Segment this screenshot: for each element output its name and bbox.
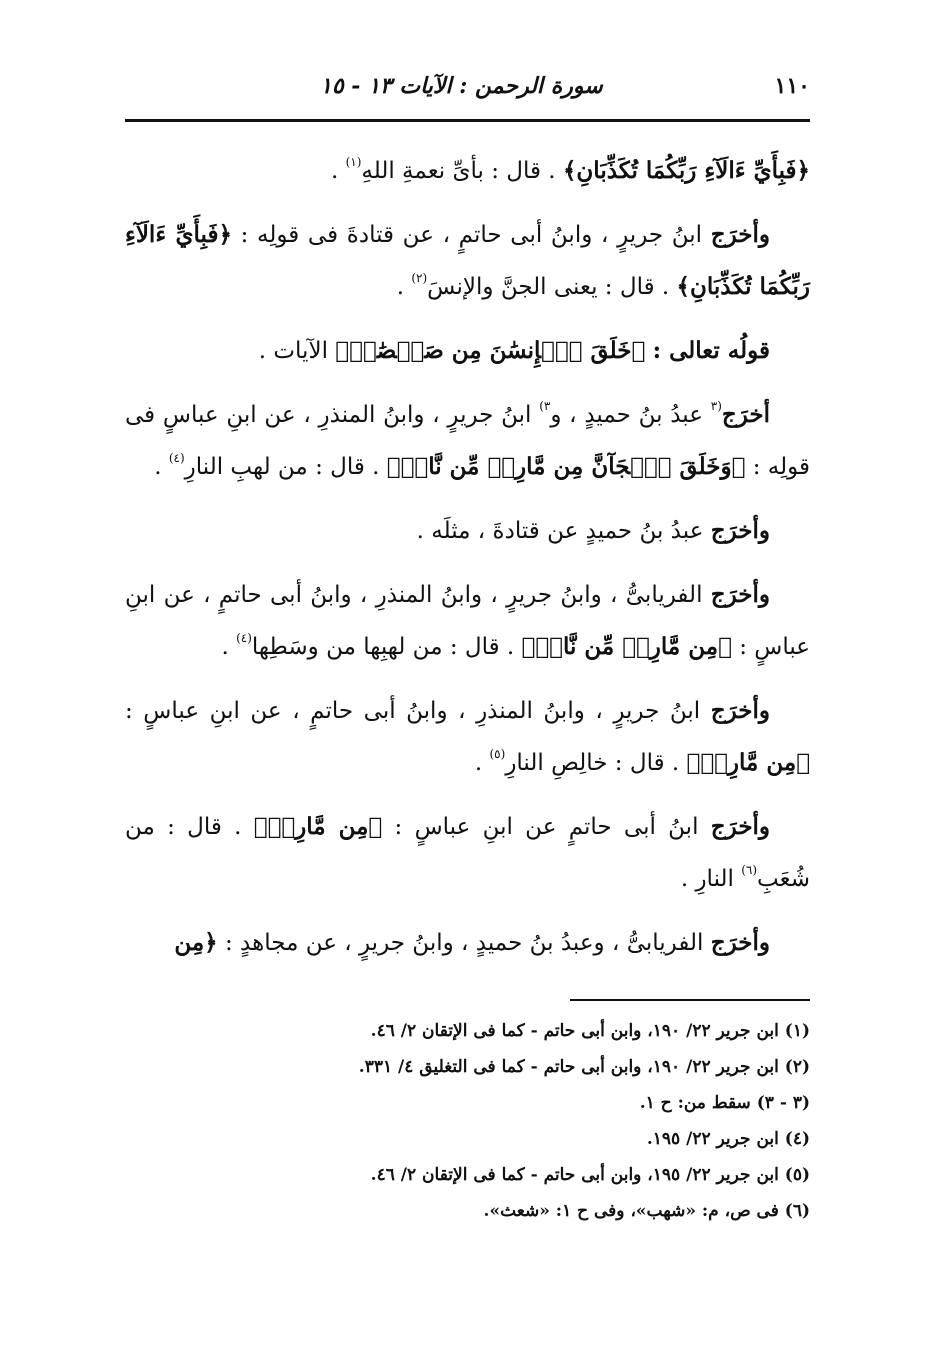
paragraph — [125, 801, 810, 905]
paragraph-lead: وأخرَج — [710, 221, 771, 248]
footnote: (١) ابن جرير ٢٢/ ١٩٠، وابن أبى حاتم - كما فى الإتقان ٢/ ٤٦. — [370, 1021, 810, 1041]
paragraph-text: . قال : من لهبِها من وسَطِها — [251, 634, 515, 660]
footnote-marker: (٣ — [710, 399, 722, 413]
paragraph-lead: وأخرَج — [710, 581, 771, 608]
paragraph-lead: وأخرَج — [710, 929, 770, 956]
paragraph — [125, 917, 810, 969]
paragraph-text: ابنُ جريرٍ ، وابنُ المنذرِ ، وابنُ أبى حاتمٍ ، عن ابنِ عباسٍ : — [125, 698, 701, 724]
footnote-marker: (٥) — [489, 747, 506, 761]
paragraph — [125, 389, 810, 493]
paragraph-text: الفريابىُّ ، وابنُ جريرٍ ، وابنُ المنذرِ ، وابنُ أبى حاتمٍ ، عن ابنِ عباسٍ : — [125, 582, 810, 660]
paragraph-lead: أخرَج — [721, 401, 771, 428]
page-header — [125, 65, 810, 105]
paragraph-text: عبدُ بنُ حميدٍ ، و — [550, 402, 703, 428]
quran-verse: ﴿مِن مَّارِجٖ﴾ — [253, 813, 383, 840]
paragraph-text: . قال : بأىِّ نعمةِ اللهِ — [361, 158, 556, 184]
paragraph-text: . قال : من شُعَبِ — [125, 814, 810, 892]
paragraph-text: ابنُ جريرٍ ، وابنُ المنذرِ ، عن ابنِ عباسٍ فى قولِه : — [125, 402, 810, 480]
footnote-marker: (٢) — [411, 271, 428, 285]
paragraph — [125, 569, 810, 673]
footnote-rule — [570, 999, 810, 1001]
paragraph — [125, 209, 810, 313]
paragraph-text: الفريابىُّ ، وعبدُ بنُ حميدٍ ، وابنُ جريرٍ ، عن مجاهدٍ : — [224, 930, 704, 956]
page-number: ١١٠ — [774, 73, 810, 99]
paragraph-lead: وأخرَج — [710, 813, 771, 840]
footnotes — [125, 1013, 810, 1229]
paragraph-text: . قال : خالِصِ النارِ — [505, 750, 680, 776]
paragraph-text: عبدُ بنُ حميدٍ عن قتادةَ ، مثلَه . — [416, 518, 704, 544]
footnote: (٤) ابن جرير ٢٢/ ١٩٥. — [646, 1129, 810, 1149]
quran-verse: ﴿وَخَلَقَ ٱلۡجَآنَّ مِن مَّارِجٖ مِّن نَّارٖ﴾ — [386, 453, 746, 480]
paragraph-text: الآيات . — [258, 338, 328, 364]
footnote: (٥) ابن جرير ٢٢/ ١٩٥، وابن أبى حاتم - كما فى الإتقان ٢/ ٤٦. — [370, 1165, 810, 1185]
header-rule — [125, 119, 810, 122]
footnote: (٢) ابن جرير ٢٢/ ١٩٠، وابن أبى حاتم - كما فى التغليق ٤/ ٣٣١. — [358, 1057, 810, 1077]
footnote-marker: ٣) — [539, 399, 551, 413]
footnote: (٦) فى ص، م: «شهب»، وفى ح ١: «شعث». — [483, 1201, 810, 1221]
footnote-marker: (٤) — [168, 451, 185, 465]
paragraph-end: . — [474, 750, 483, 776]
paragraph-text: ابنُ جريرٍ ، وابنُ أبى حاتمٍ ، عن قتادةَ فى قولِه : — [240, 222, 703, 248]
paragraph-lead: وأخرَج — [710, 697, 770, 724]
paragraph — [125, 685, 810, 789]
paragraph-text: . قال : يعنى الجنَّ والإنسَ — [427, 274, 670, 300]
quran-verse: ﴿فَبِأَيِّ ءَالَآءِ رَبِّكُمَا تُكَذِّبَانِ﴾ — [562, 157, 810, 184]
quran-verse: ﴿مِن مَّارِجٖ﴾ — [686, 749, 810, 776]
paragraph-lead: قولُه تعالى : — [652, 337, 770, 364]
paragraph-end: . — [330, 158, 339, 184]
paragraph-end: . — [396, 274, 405, 300]
main-text — [125, 145, 810, 981]
paragraph-text: ابنُ أبى حاتمٍ عن ابنِ عباسٍ : — [394, 814, 699, 840]
quran-verse: ﴿مِن — [174, 929, 218, 956]
quran-verse: ﴿مِن مَّارِجٖ مِّن نَّارٖ﴾ — [521, 633, 732, 660]
paragraph-end: النارِ . — [680, 866, 734, 892]
quran-verse: ﴿فَبِأَيِّ ءَالَآءِ رَبِّكُمَا تُكَذِّبَانِ﴾ — [125, 221, 810, 300]
quran-verse: ﴿خَلَقَ ٱلۡإِنسَٰنَ مِن صَلۡصَٰلٖ﴾ — [335, 337, 646, 364]
paragraph — [125, 505, 810, 557]
paragraph-text: . قال : من لهبِ النارِ — [184, 454, 380, 480]
paragraph-end: . — [221, 634, 229, 660]
paragraph-lead: وأخرَج — [710, 517, 770, 544]
paragraph — [125, 325, 810, 377]
paragraph — [125, 145, 810, 197]
footnote-marker: (١) — [345, 155, 362, 169]
footnote-marker: (٤) — [236, 631, 252, 645]
footnote: (٣ - ٣) سقط من: ح ١. — [639, 1093, 810, 1113]
book-page — [125, 55, 810, 1315]
footnote-marker: (٦) — [741, 863, 758, 877]
paragraph-end: . — [154, 454, 162, 480]
running-title: سورة الرحمن : الآيات ١٣ - ١٥ — [320, 73, 603, 99]
